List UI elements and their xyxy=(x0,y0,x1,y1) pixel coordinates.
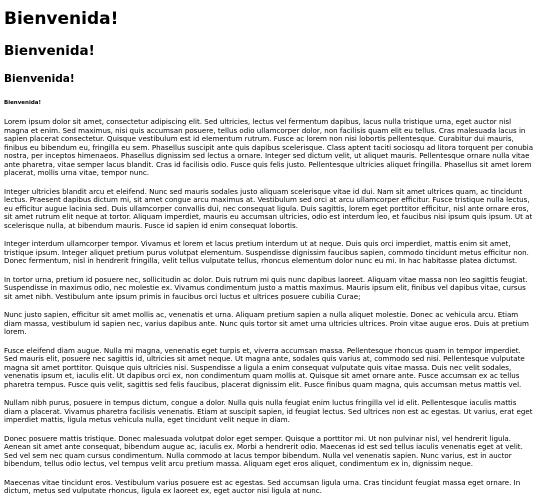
paragraph-4: In tortor urna, pretium id posuere nec, sollicitudin ac dolor. Duis rutrum mi quis nunc dapibus laoreet. Aliquam vitae massa non leo sagittis feugiat. Suspendisse in maximus odio, nec molestie ex. Vivamus condimentum justo a mattis maximus. Mauris ipsum elit, finibus vel dapibus vitae, cursus sit amet nibh. Vestibulum ante ipsum primis in faucibus orci luctus et ultrices posuere cubilia Curae; xyxy=(4,274,528,301)
paragraph-6: Fusce eleifend diam augue. Nulla mi magna, venenatis eget turpis et, viverra accumsan massa. Pellentesque rhoncus quam in tempor imperdiet. Sed mauris elit, posuere nec sagittis id, ultricies sit amet neque. Ut magna ante, sodales quis varius at, commodo sed nisi. Pellentesque vulputate magna sit amet porttitor. Quisque quis ultricies nisi. Suspendisse a ligula a enim consequat vulputate quis vitae massa. Duis nec velit sodales, venenatis ipsum et, iaculis elit. Ut dapibus orci ex, non condimentum quam mollis at. Quisque sit amet ornare ante. Fusce accumsan ex ac tellus pharetra tempus. Fusce quis velit, sagittis sed felis faucibus, placerat dignissim elit. Fusce finibus quam magna, quis accumsan metus mattis vel. xyxy=(4,345,525,389)
paragraph-5: Nunc justo sapien, efficitur sit amet mollis ac, venenatis et urna. Aliquam pretium sapien a nulla aliquet molestie. Donec ac vehicula arcu. Etiam diam massa, vestibulum id sapien nec, varius dapibus ante. Nunc quis tortor sit amet urna ultricies ultrices. Proin vitae augue eros. Duis at pretium lorem. xyxy=(4,310,529,336)
paragraph-1: Lorem ipsum dolor sit amet, consectetur adipiscing elit. Sed ultricies, lectus vel fermentum dapibus, lacus nulla tristique urna, eget auctor nisl magna et enim. Sed maximus, nisi quis accumsan posuere, tellus odio ullamcorper dolor, non facilisis quam elit eu tellus. Cras malesuada lacus in sapien placerat consectetur. Quisque vestibulum est id elementum rutrum. Fusce ac lorem non nisi lobortis pellentesque. Curabitur dui mauris, finibus eu bibendum eu, fringilla eu sem. Phasellus suscipit ante quis dapibus scelerisque. Class aptent taciti sociosqu ad litora torquent per conubia nostra, per inceptos himenaeos. Phasellus dignissim sed lectus a ornare. Integer sed dictum velit, ut aliquet mauris. Pellentesque ornare nulla vitae ante pharetra, vitae semper lacus blandit. Cras id facilisis odio. Fusce quis felis justo. Pellentesque ultricies aliquet fringilla. Phasellus sit amet lorem placerat, mollis urna vitae, tempor nunc. xyxy=(4,117,534,177)
paragraph-9: Maecenas vitae tincidunt eros. Vestibulum varius posuere est ac egestas. Sed accumsan ligula urna. Cras tincidunt feugiat massa eget ornare. In dictum, metus sed vulputate rhoncus, ligula ex laoreet ex, eget auctor nisi ligula at nunc. xyxy=(4,477,521,495)
heading-level-2: Bienvenida! xyxy=(4,43,95,59)
document-page xyxy=(0,9,540,495)
paragraph-8: Donec posuere mattis tristique. Donec malesuada volutpat dolor eget semper. Quisque a porttitor mi. Ut non pulvinar nisl, vel hendrerit ligula. Aenean sit amet ante consequat, bibendum augue ac, iaculis ex. Morbi a hendrerit odio. Maecenas id est sed tellus iaculis venenatis eget at velit. Sed vel sem nec quam cursus condimentum. Nulla commodo at lacus tempor bibendum. Nulla vel venenatis sapien. Nunc varius, est in auctor bibendum, tellus odio lectus, vel tempus velit arcu pretium massa. Aliquam eget eros aliquet, condimentum ex in, dignissim neque. xyxy=(4,433,523,468)
heading-level-4: Bienvenida! xyxy=(4,100,41,106)
heading-level-1: Bienvenida! xyxy=(4,9,119,29)
paragraph-3: Integer interdum ullamcorper tempor. Vivamus et lorem et lacus pretium interdum ut at neque. Duis quis orci imperdiet, mattis enim sit amet, tristique ipsum. Integer aliquet pretium purus volutpat elementum. Suspendisse dignissim faucibus sapien, commodo tincidunt metus efficitur non. Donec fermentum, nisl in hendrerit fringilla, velit tellus vulputate tellus, rhoncus elementum dolor nunc eu mi. In hac habitasse platea dictumst. xyxy=(4,239,529,265)
paragraph-7: Nullam nibh purus, posuere in tempus dictum, congue a dolor. Nulla quis nulla feugiat enim luctus fringilla vel id elit. Pellentesque iaculis mattis diam a placerat. Vivamus pharetra facilisis venenatis. Etiam at suscipit sapien, id feugiat lectus. Sed ultrices non est ac egestas. Ut varius, erat eget imperdiet mattis, ligula metus vehicula nulla, eget tincidunt velit neque in diam. xyxy=(4,398,533,424)
heading-level-3: Bienvenida! xyxy=(4,73,75,85)
paragraph-2: Integer ultricies blandit arcu et eleifend. Nunc sed mauris sodales justo aliquam scelerisque vitae id dui. Nam sit amet ultrices quam, ac tincidunt lectus. Praesent dapibus dictum mi, sit amet congue arcu maximus at. Vestibulum sed orci at arcu ullamcorper efficitur. Fusce tristique nulla lectus, eu efficitur augue lacinia sed. Duis ullamcorper convallis dui, nec consequat ligula. Duis sagittis, lorem eget porttitor efficitur, nisl ante ornare eros, sit amet rutrum elit neque at tortor. Aliquam imperdiet, mauris eu accumsan ultricies, odio est interdum leo, et faucibus nisi ipsum quis ipsum. Ut at scelerisque nulla, at bibendum mauris. Fusce id sapien id enim consequat lobortis. xyxy=(4,186,533,230)
